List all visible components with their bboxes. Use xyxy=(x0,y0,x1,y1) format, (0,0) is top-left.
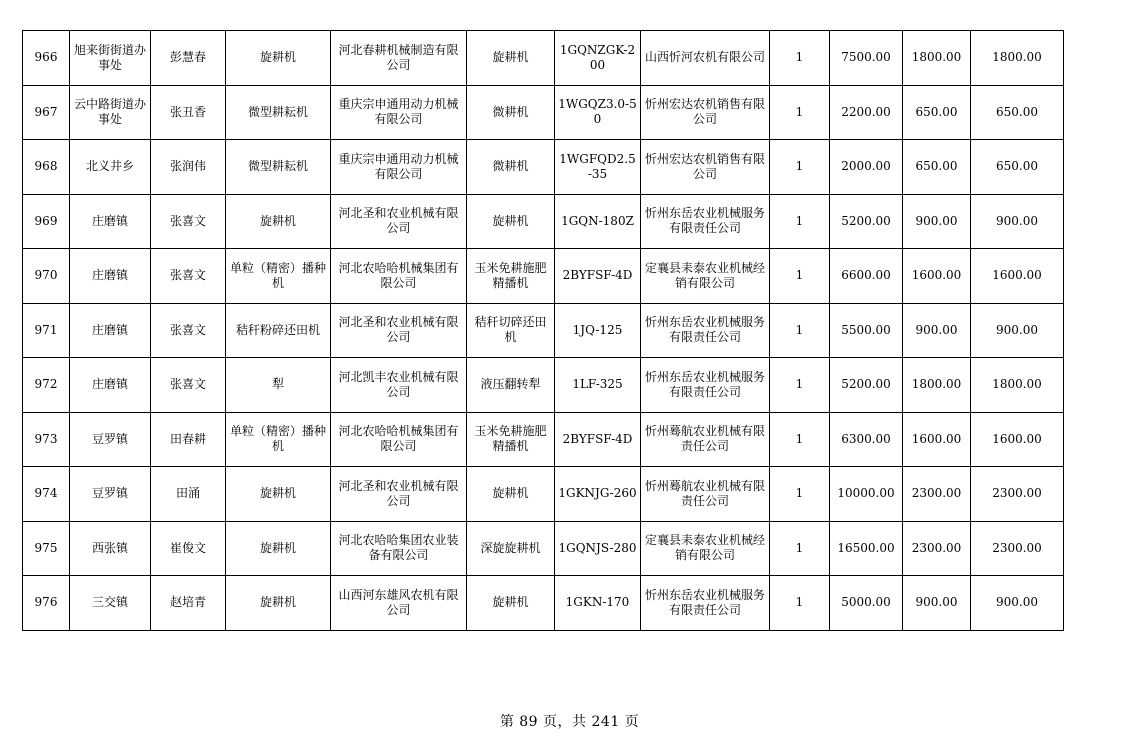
cell-product: 旋耕机 xyxy=(467,576,555,631)
cell-quantity: 1 xyxy=(770,576,830,631)
table-row xyxy=(23,85,1064,140)
cell-model: 1GKNJG-260 xyxy=(555,467,641,522)
cell-dealer: 定襄县耒泰农业机械经销有限公司 xyxy=(641,249,770,304)
cell-buyer: 张丑香 xyxy=(151,85,226,140)
cell-dealer: 山西忻河农机有限公司 xyxy=(641,31,770,86)
cell-seq: 967 xyxy=(23,85,70,140)
cell-model: 1GQNZGK-200 xyxy=(555,31,641,86)
cell-unit-subsidy: 1600.00 xyxy=(903,249,971,304)
cell-manufacturer: 河北春耕机械制造有限公司 xyxy=(331,31,467,86)
cell-product: 玉米免耕施肥精播机 xyxy=(467,412,555,467)
cell-buyer: 彭慧春 xyxy=(151,31,226,86)
cell-price: 6300.00 xyxy=(830,412,903,467)
cell-buyer: 田春耕 xyxy=(151,412,226,467)
cell-price: 16500.00 xyxy=(830,521,903,576)
cell-total-subsidy: 900.00 xyxy=(971,194,1064,249)
cell-product: 深旋旋耕机 xyxy=(467,521,555,576)
cell-price: 5200.00 xyxy=(830,358,903,413)
table-row xyxy=(23,412,1064,467)
table-row xyxy=(23,249,1064,304)
cell-buyer: 张喜文 xyxy=(151,249,226,304)
cell-seq: 972 xyxy=(23,358,70,413)
cell-product: 液压翻转犁 xyxy=(467,358,555,413)
cell-quantity: 1 xyxy=(770,303,830,358)
cell-model: 1JQ-125 xyxy=(555,303,641,358)
cell-price: 10000.00 xyxy=(830,467,903,522)
cell-unit-subsidy: 1800.00 xyxy=(903,31,971,86)
cell-unit-subsidy: 900.00 xyxy=(903,576,971,631)
cell-quantity: 1 xyxy=(770,31,830,86)
page-suffix: 页 xyxy=(624,714,640,730)
cell-seq: 973 xyxy=(23,412,70,467)
cell-buyer: 田涌 xyxy=(151,467,226,522)
cell-product: 微耕机 xyxy=(467,85,555,140)
cell-manufacturer: 河北农哈哈集团农业装备有限公司 xyxy=(331,521,467,576)
cell-dealer: 忻州东岳农业机械服务有限责任公司 xyxy=(641,358,770,413)
cell-township: 北义井乡 xyxy=(70,140,151,195)
cell-total-subsidy: 1600.00 xyxy=(971,249,1064,304)
cell-dealer: 定襄县耒泰农业机械经销有限公司 xyxy=(641,521,770,576)
cell-price: 6600.00 xyxy=(830,249,903,304)
cell-category: 微型耕耘机 xyxy=(226,140,331,195)
cell-model: 2BYFSF-4D xyxy=(555,249,641,304)
cell-dealer: 忻州宏达农机销售有限公司 xyxy=(641,85,770,140)
cell-model: 1WGQZ3.0-50 xyxy=(555,85,641,140)
cell-manufacturer: 河北圣和农业机械有限公司 xyxy=(331,467,467,522)
cell-model: 1GQNJS-280 xyxy=(555,521,641,576)
cell-quantity: 1 xyxy=(770,467,830,522)
cell-product: 秸秆切碎还田机 xyxy=(467,303,555,358)
cell-manufacturer: 河北农哈哈机械集团有限公司 xyxy=(331,412,467,467)
cell-unit-subsidy: 900.00 xyxy=(903,194,971,249)
cell-buyer: 张润伟 xyxy=(151,140,226,195)
cell-quantity: 1 xyxy=(770,249,830,304)
cell-quantity: 1 xyxy=(770,140,830,195)
total-pages-number: 241 xyxy=(591,714,620,730)
table-row xyxy=(23,303,1064,358)
cell-product: 旋耕机 xyxy=(467,467,555,522)
cell-dealer: 忻州东岳农业机械服务有限责任公司 xyxy=(641,576,770,631)
cell-category: 旋耕机 xyxy=(226,467,331,522)
cell-manufacturer: 重庆宗申通用动力机械有限公司 xyxy=(331,85,467,140)
cell-buyer: 张喜文 xyxy=(151,358,226,413)
table-row xyxy=(23,467,1064,522)
cell-dealer: 忻州东岳农业机械服务有限责任公司 xyxy=(641,303,770,358)
current-page-number: 89 xyxy=(519,714,539,730)
cell-total-subsidy: 2300.00 xyxy=(971,467,1064,522)
cell-dealer: 忻州蓦航农业机械有限责任公司 xyxy=(641,412,770,467)
cell-total-subsidy: 900.00 xyxy=(971,303,1064,358)
cell-seq: 976 xyxy=(23,576,70,631)
cell-township: 旭来街街道办事处 xyxy=(70,31,151,86)
cell-quantity: 1 xyxy=(770,412,830,467)
cell-price: 2000.00 xyxy=(830,140,903,195)
cell-buyer: 张喜文 xyxy=(151,194,226,249)
cell-category: 单粒（精密）播种机 xyxy=(226,249,331,304)
cell-township: 云中路街道办事处 xyxy=(70,85,151,140)
table-body xyxy=(23,31,1064,631)
cell-quantity: 1 xyxy=(770,521,830,576)
cell-seq: 968 xyxy=(23,140,70,195)
cell-quantity: 1 xyxy=(770,358,830,413)
cell-manufacturer: 河北圣和农业机械有限公司 xyxy=(331,194,467,249)
cell-manufacturer: 山西河东雄风农机有限公司 xyxy=(331,576,467,631)
cell-dealer: 忻州蓦航农业机械有限责任公司 xyxy=(641,467,770,522)
cell-category: 旋耕机 xyxy=(226,521,331,576)
cell-price: 5000.00 xyxy=(830,576,903,631)
cell-price: 5500.00 xyxy=(830,303,903,358)
cell-product: 微耕机 xyxy=(467,140,555,195)
cell-total-subsidy: 2300.00 xyxy=(971,521,1064,576)
page-footer xyxy=(0,711,1139,731)
cell-manufacturer: 河北凯丰农业机械有限公司 xyxy=(331,358,467,413)
cell-product: 玉米免耕施肥精播机 xyxy=(467,249,555,304)
cell-dealer: 忻州东岳农业机械服务有限责任公司 xyxy=(641,194,770,249)
cell-buyer: 崔俊文 xyxy=(151,521,226,576)
cell-unit-subsidy: 900.00 xyxy=(903,303,971,358)
cell-township: 三交镇 xyxy=(70,576,151,631)
table-row xyxy=(23,358,1064,413)
cell-township: 庄磨镇 xyxy=(70,249,151,304)
cell-model: 1WGFQD2.5-35 xyxy=(555,140,641,195)
subsidy-table xyxy=(22,30,1064,631)
cell-model: 2BYFSF-4D xyxy=(555,412,641,467)
cell-category: 秸秆粉碎还田机 xyxy=(226,303,331,358)
cell-township: 豆罗镇 xyxy=(70,467,151,522)
cell-category: 单粒（精密）播种机 xyxy=(226,412,331,467)
cell-township: 庄磨镇 xyxy=(70,303,151,358)
cell-price: 2200.00 xyxy=(830,85,903,140)
cell-quantity: 1 xyxy=(770,85,830,140)
cell-unit-subsidy: 1600.00 xyxy=(903,412,971,467)
table-row xyxy=(23,194,1064,249)
cell-total-subsidy: 1800.00 xyxy=(971,31,1064,86)
cell-category: 旋耕机 xyxy=(226,31,331,86)
cell-total-subsidy: 650.00 xyxy=(971,85,1064,140)
page-prefix: 第 xyxy=(499,714,515,730)
cell-model: 1GQN-180Z xyxy=(555,194,641,249)
cell-quantity: 1 xyxy=(770,194,830,249)
cell-manufacturer: 重庆宗申通用动力机械有限公司 xyxy=(331,140,467,195)
cell-total-subsidy: 900.00 xyxy=(971,576,1064,631)
cell-price: 5200.00 xyxy=(830,194,903,249)
cell-township: 庄磨镇 xyxy=(70,358,151,413)
cell-total-subsidy: 650.00 xyxy=(971,140,1064,195)
page-middle-text: 页，共 xyxy=(543,714,587,730)
cell-unit-subsidy: 650.00 xyxy=(903,85,971,140)
table-row xyxy=(23,521,1064,576)
cell-dealer: 忻州宏达农机销售有限公司 xyxy=(641,140,770,195)
cell-manufacturer: 河北圣和农业机械有限公司 xyxy=(331,303,467,358)
cell-total-subsidy: 1800.00 xyxy=(971,358,1064,413)
cell-model: 1GKN-170 xyxy=(555,576,641,631)
table-row xyxy=(23,576,1064,631)
cell-township: 西张镇 xyxy=(70,521,151,576)
cell-seq: 969 xyxy=(23,194,70,249)
cell-category: 犁 xyxy=(226,358,331,413)
cell-township: 豆罗镇 xyxy=(70,412,151,467)
cell-unit-subsidy: 650.00 xyxy=(903,140,971,195)
cell-product: 旋耕机 xyxy=(467,31,555,86)
cell-category: 旋耕机 xyxy=(226,194,331,249)
cell-seq: 975 xyxy=(23,521,70,576)
cell-unit-subsidy: 1800.00 xyxy=(903,358,971,413)
cell-model: 1LF-325 xyxy=(555,358,641,413)
table-row xyxy=(23,140,1064,195)
cell-total-subsidy: 1600.00 xyxy=(971,412,1064,467)
cell-seq: 966 xyxy=(23,31,70,86)
cell-buyer: 赵培青 xyxy=(151,576,226,631)
cell-price: 7500.00 xyxy=(830,31,903,86)
cell-category: 微型耕耘机 xyxy=(226,85,331,140)
cell-unit-subsidy: 2300.00 xyxy=(903,521,971,576)
cell-unit-subsidy: 2300.00 xyxy=(903,467,971,522)
cell-seq: 971 xyxy=(23,303,70,358)
cell-product: 旋耕机 xyxy=(467,194,555,249)
cell-seq: 970 xyxy=(23,249,70,304)
cell-manufacturer: 河北农哈哈机械集团有限公司 xyxy=(331,249,467,304)
table-row xyxy=(23,31,1064,86)
cell-township: 庄磨镇 xyxy=(70,194,151,249)
cell-seq: 974 xyxy=(23,467,70,522)
cell-category: 旋耕机 xyxy=(226,576,331,631)
cell-buyer: 张喜文 xyxy=(151,303,226,358)
